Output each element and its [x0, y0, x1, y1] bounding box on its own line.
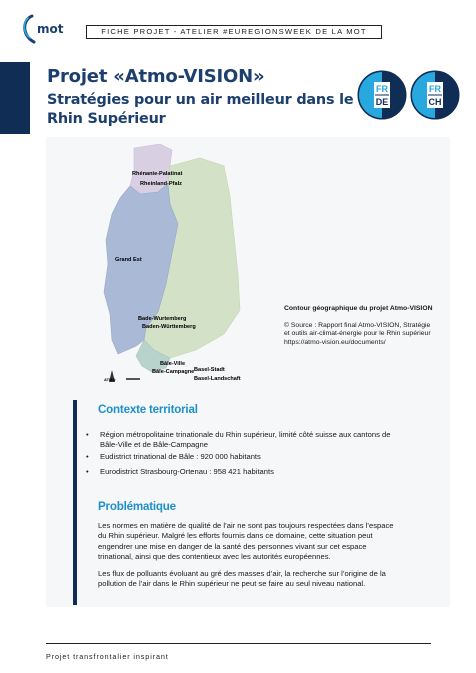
badge-2-top: FR	[429, 84, 441, 94]
map-label-basel-stadt: Basel-Stadt	[194, 367, 225, 373]
map-caption	[284, 305, 434, 347]
map-label-bade: Bade-Wurtemberg	[138, 316, 187, 322]
footer-divider	[46, 643, 431, 644]
section-accent-bar	[73, 400, 77, 605]
page-subtitle: Stratégies pour un air meilleur dans le Rhin Supérieur	[47, 92, 354, 127]
map-label-baden: Baden-Württemberg	[142, 324, 196, 330]
badge-1-bottom: DE	[375, 97, 389, 107]
footer-text: Projet transfrontalier inspirant	[46, 652, 169, 661]
contexte-bullet-2: • Eudistrict trinational de Bâle : 920 000 habitants	[100, 452, 400, 462]
map-label-bale-campagne: Bâle-Campagne	[152, 369, 195, 375]
badge-2-bottom: CH	[428, 97, 442, 107]
map-label-grand-est: Grand Est	[115, 257, 142, 263]
brand-name: mot	[37, 22, 64, 36]
contexte-bullet-3: • Eurodistrict Strasbourg-Ortenau : 958 421 habitants	[100, 467, 400, 477]
document-type-tag: FICHE PROJET - ATELIER #EUREGIONSWEEK DE LA MOT	[86, 25, 382, 39]
badge-fr-ch	[410, 70, 460, 120]
heading-contexte: Contexte territorial	[98, 403, 198, 416]
map-label-rheinland: Rheinland-Pfalz	[140, 181, 182, 187]
map-label-basel-landschaft: Basel-Landschaft	[194, 376, 241, 382]
caption-title: Contour géographique du projet Atmo-VISION	[284, 305, 433, 312]
caption-url[interactable]: https://atmo-vision.eu/documents/	[284, 338, 386, 346]
map-label-rhenanie: Rhénanie-Palatinat	[132, 171, 183, 177]
map-label-bale-ville: Bâle-Ville	[160, 361, 186, 367]
caption-source: © Source : Rapport final Atmo-VISION, Stratégie et outils air-climat-énergie pour le Rhin supérieur	[284, 321, 431, 338]
heading-problematique: Problématique	[98, 500, 176, 513]
badge-1-top: FR	[376, 84, 388, 94]
problematique-paragraph-2: Les flux de polluants évoluant au gré des masses d’air, la recherche sur l’origine de la pollution de l’air dans le Rhin supérieur ne peut se faire au seul niveau national.	[98, 569, 386, 589]
badge-fr-de	[357, 70, 407, 120]
title-accent-bar	[0, 62, 30, 134]
problematique-paragraph-1: Les normes en matière de qualité de l’air ne sont pas toujours respectées dans l’espace du Rhin supérieur. Malgré les efforts fournis dans ce domaine, cette situation peut engendrer une mise en danger de la santé des personnes vivant sur cet espace trinational, ainsi que des contentieux avec les autorités européennes.	[98, 521, 394, 561]
region-map	[100, 144, 260, 388]
contexte-bullet-1: • Région métropolitaine trinationale du Rhin supérieur, limité côté suisse aux cantons de Bâle-Ville et de Bâle-Campagne	[100, 430, 400, 450]
map-small-logo: ATMO	[104, 377, 116, 382]
page-title: Projet «Atmo-VISION»	[47, 66, 265, 87]
